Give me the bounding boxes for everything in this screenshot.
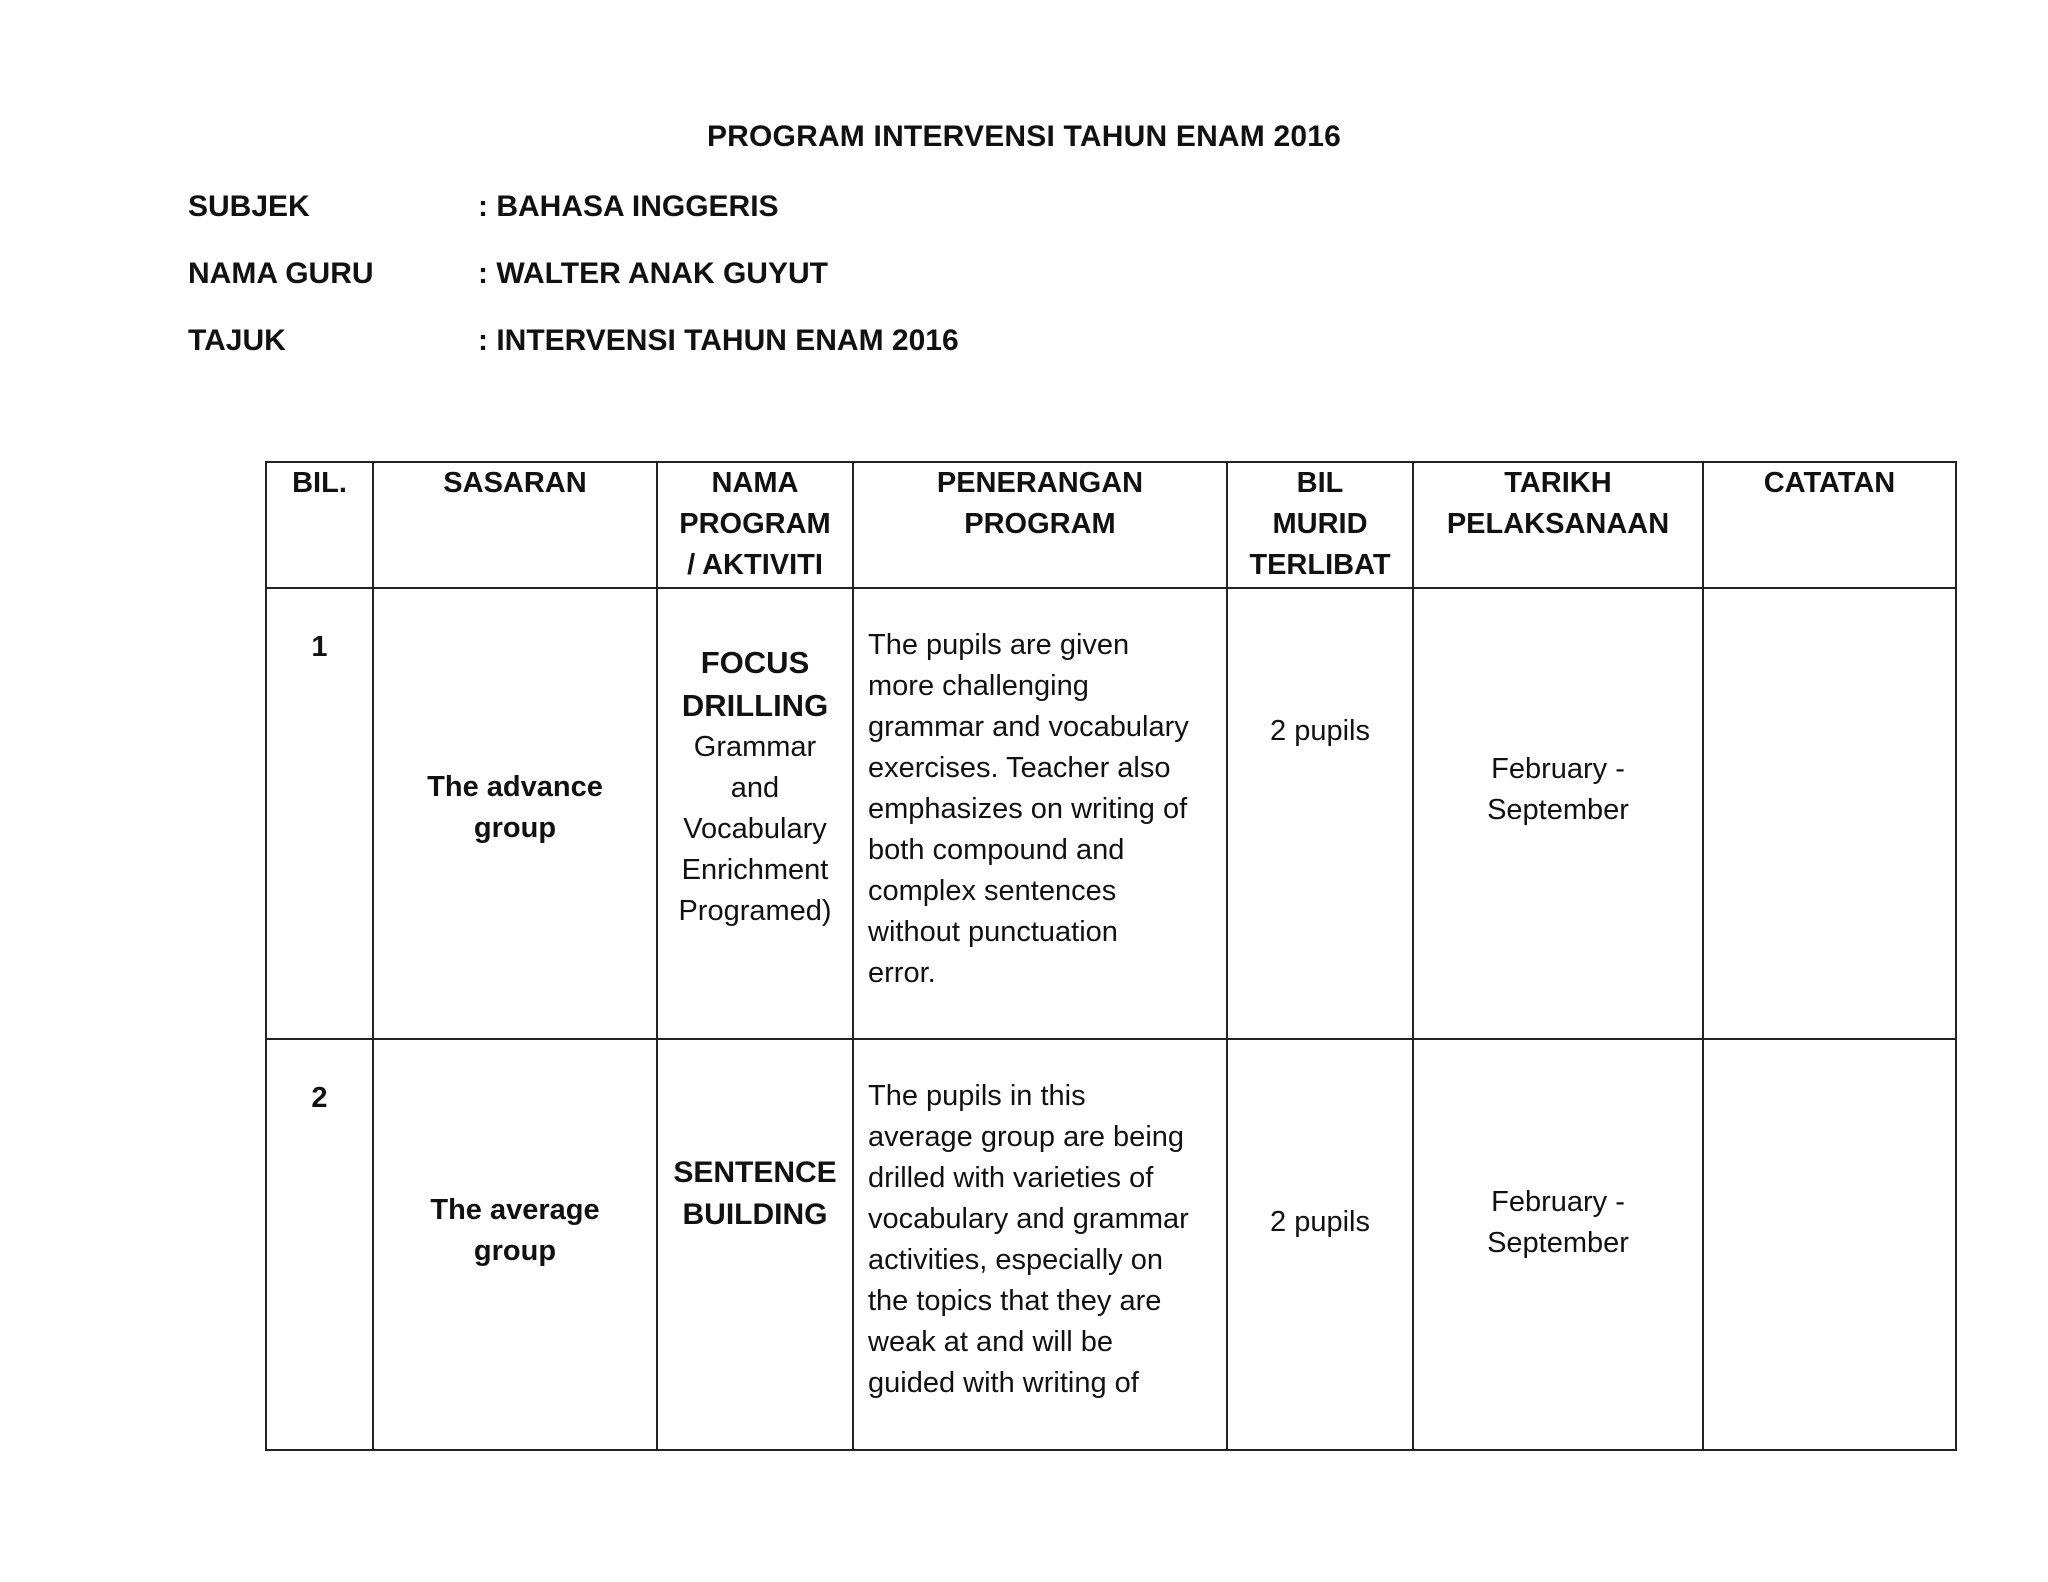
text-line: TARIKH [1504,467,1612,499]
text-line: Programed) [678,895,832,927]
text-line: drilled with varieties of [868,1162,1154,1194]
meta-label: TAJUK [188,324,286,357]
cell-tarikh [1413,1039,1703,1450]
header-bil-murid [1227,462,1413,588]
text-line: without punctuation [868,916,1118,948]
text-line: average group are being [868,1121,1185,1153]
text-line: vocabulary and grammar [868,1203,1189,1235]
table-header-row [266,462,1956,588]
document-title: PROGRAM INTERVENSI TAHUN ENAM 2016 [706,120,1342,153]
meta-value: : INTERVENSI TAHUN ENAM 2016 [478,324,959,357]
text-line: error. [868,957,936,989]
text-line: NAMA [711,467,799,499]
text-line: September [1487,1227,1629,1259]
header-penerangan [853,462,1227,588]
meta-nama-guru [188,257,828,291]
text-line: SENTENCE [673,1156,837,1189]
cell-penerangan [853,588,1227,1039]
header-tarikh [1413,462,1703,588]
text-line: BIL [1296,467,1344,499]
text-line: FOCUS [700,645,810,680]
header-bil [266,462,373,588]
text-line: September [1487,794,1629,826]
text-line: weak at and will be [868,1326,1114,1358]
text-line: February - [1491,753,1625,785]
text-line: SASARAN [443,467,587,499]
text-line: The advance [427,771,603,803]
text-line: February - [1491,1186,1625,1218]
text-line: complex sentences [868,875,1117,907]
header-sasaran [373,462,657,588]
text-line: Vocabulary [683,813,827,845]
meta-label: SUBJEK [188,190,310,223]
cell-tarikh [1413,588,1703,1039]
text-line: The pupils are given [868,629,1130,661]
text-line: more challenging [868,670,1089,702]
program-table [265,461,1957,1451]
text-line: group [473,812,557,844]
header-nama-program [657,462,853,588]
text-line: Grammar [693,731,817,763]
text-line: activities, especially on [868,1244,1163,1276]
cell-catatan [1703,588,1956,1039]
text-line: BUILDING [682,1198,828,1231]
cell-sasaran [373,588,657,1039]
text-line: PENERANGAN [936,467,1144,499]
text-line: both compound and [868,834,1125,866]
text-line: PELAKSANAAN [1446,508,1670,540]
table-row [266,1039,1956,1450]
cell-penerangan [853,1039,1227,1450]
header-catatan [1703,462,1956,588]
text-line: The average [430,1194,600,1226]
text-line: MURID [1272,508,1368,540]
text-line: DRILLING [681,688,829,723]
text-line: and [730,772,780,804]
meta-label: NAMA GURU [188,257,374,290]
cell-catatan [1703,1039,1956,1450]
cell-bil: 2 [266,1039,373,1450]
cell-nama-program [657,588,853,1039]
text-line: CATATAN [1763,467,1896,499]
text-line: TERLIBAT [1249,549,1391,581]
cell-nama-program [657,1039,853,1450]
text-line: PROGRAM [964,508,1116,540]
text-line: group [473,1235,557,1267]
meta-tajuk [188,324,959,358]
text-line: emphasizes on writing of [868,793,1188,825]
meta-value: : WALTER ANAK GUYUT [478,257,828,290]
table-row [266,588,1956,1039]
meta-value: : BAHASA INGGERIS [478,190,779,223]
text-line: BIL. [292,467,347,499]
cell-bil-murid: 2 pupils [1227,1039,1413,1450]
text-line: exercises. Teacher also [868,752,1171,784]
text-line: the topics that they are [868,1285,1162,1317]
text-line: The pupils in this [868,1080,1086,1112]
cell-bil: 1 [266,588,373,1039]
text-line: PROGRAM [679,508,831,540]
text-line: Enrichment [681,854,829,886]
text-line: / AKTIVITI [687,549,823,581]
text-line: guided with writing of [868,1367,1139,1399]
text-line: grammar and vocabulary [868,711,1189,743]
meta-subjek [188,190,779,224]
cell-bil-murid: 2 pupils [1227,588,1413,1039]
cell-sasaran [373,1039,657,1450]
